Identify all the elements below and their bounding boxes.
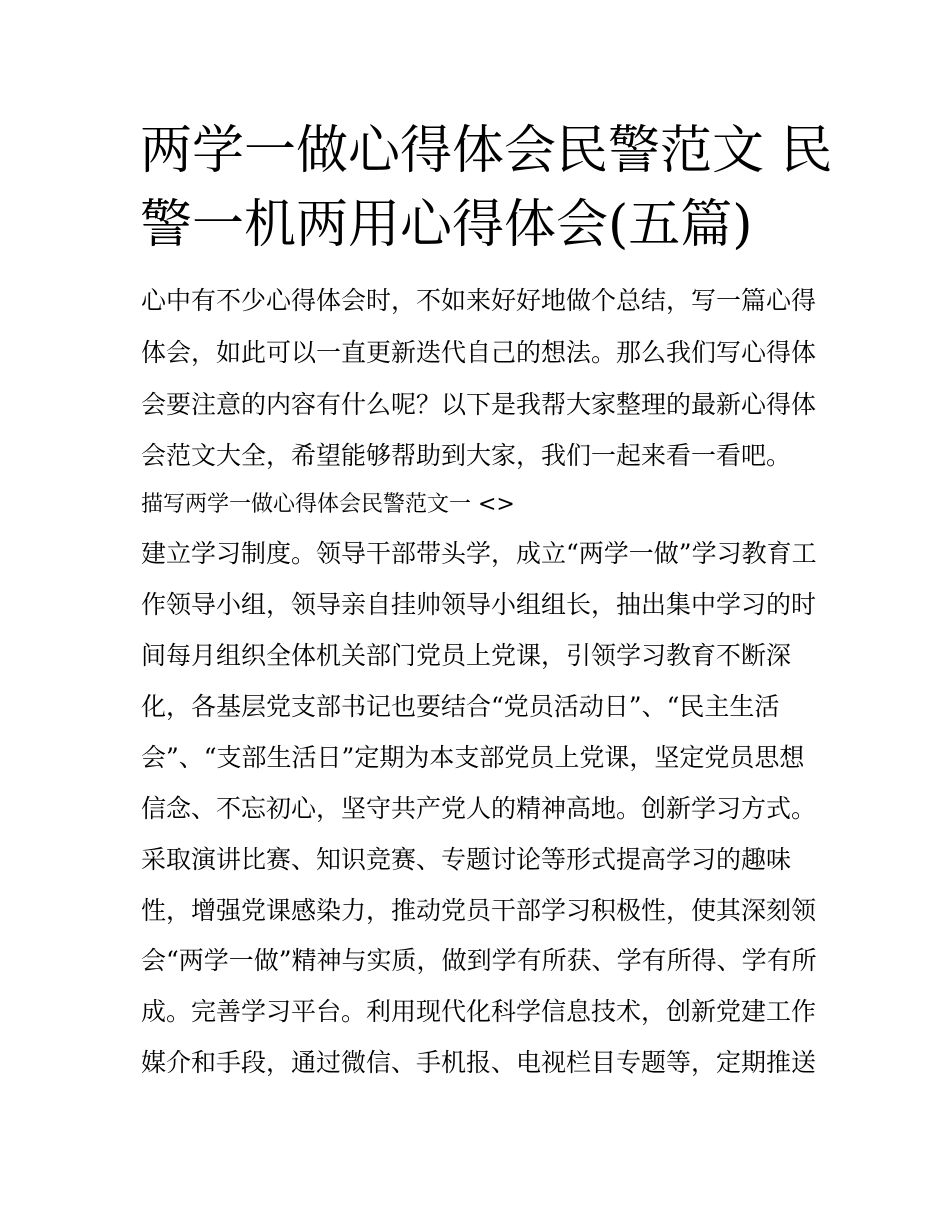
body-line-6: 信念、不忘初心，坚守共产党人的精神高地。创新学习方式。 <box>141 794 817 823</box>
intro-line-2: 体会，如此可以一直更新迭代自己的想法。那么我们写心得体 <box>141 338 817 367</box>
document-title <box>140 114 833 262</box>
section-heading: 描写两学一做心得体会民警范文一 <> <box>141 492 515 517</box>
body-line-8: 性，增强党课感染力，推动党员干部学习积极性，使其深刻领 <box>141 896 817 925</box>
intro-line-1: 心中有不少心得体会时，不如来好好地做个总结，写一篇心得 <box>141 286 817 315</box>
title-line-1: 两学一做心得体会民警范文 民 <box>140 121 833 181</box>
body-line-11: 媒介和手段，通过微信、手机报、电视栏目专题等，定期推送 <box>141 1048 817 1077</box>
intro-line-4: 会范文大全，希望能够帮助到大家，我们一起来看一看吧。 <box>141 441 792 470</box>
body-line-7: 采取演讲比赛、知识竞赛、专题讨论等形式提高学习的趣味 <box>141 845 792 874</box>
body-line-9: 会“两学一做”精神与实质，做到学有所获、学有所得、学有所 <box>141 946 817 975</box>
body-line-1: 建立学习制度。领导干部带头学，成立“两学一做”学习教育工 <box>141 539 817 568</box>
intro-line-3: 会要注意的内容有什么呢？以下是我帮大家整理的最新心得体 <box>141 390 817 419</box>
title-line-2: 警一机两用心得体会(五篇) <box>140 195 753 255</box>
body-line-3: 间每月组织全体机关部门党员上党课，引领学习教育不断深 <box>141 641 792 670</box>
body-line-10: 成。完善学习平台。利用现代化科学信息技术，创新党建工作 <box>141 997 817 1026</box>
body-line-2: 作领导小组，领导亲自挂帅领导小组组长，抽出集中学习的时 <box>141 590 817 619</box>
body-line-5: 会”、“支部生活日”定期为本支部党员上党课，坚定党员思想 <box>141 743 805 772</box>
body-line-4: 化，各基层党支部书记也要结合“党员活动日”、“民主生活 <box>141 692 780 721</box>
